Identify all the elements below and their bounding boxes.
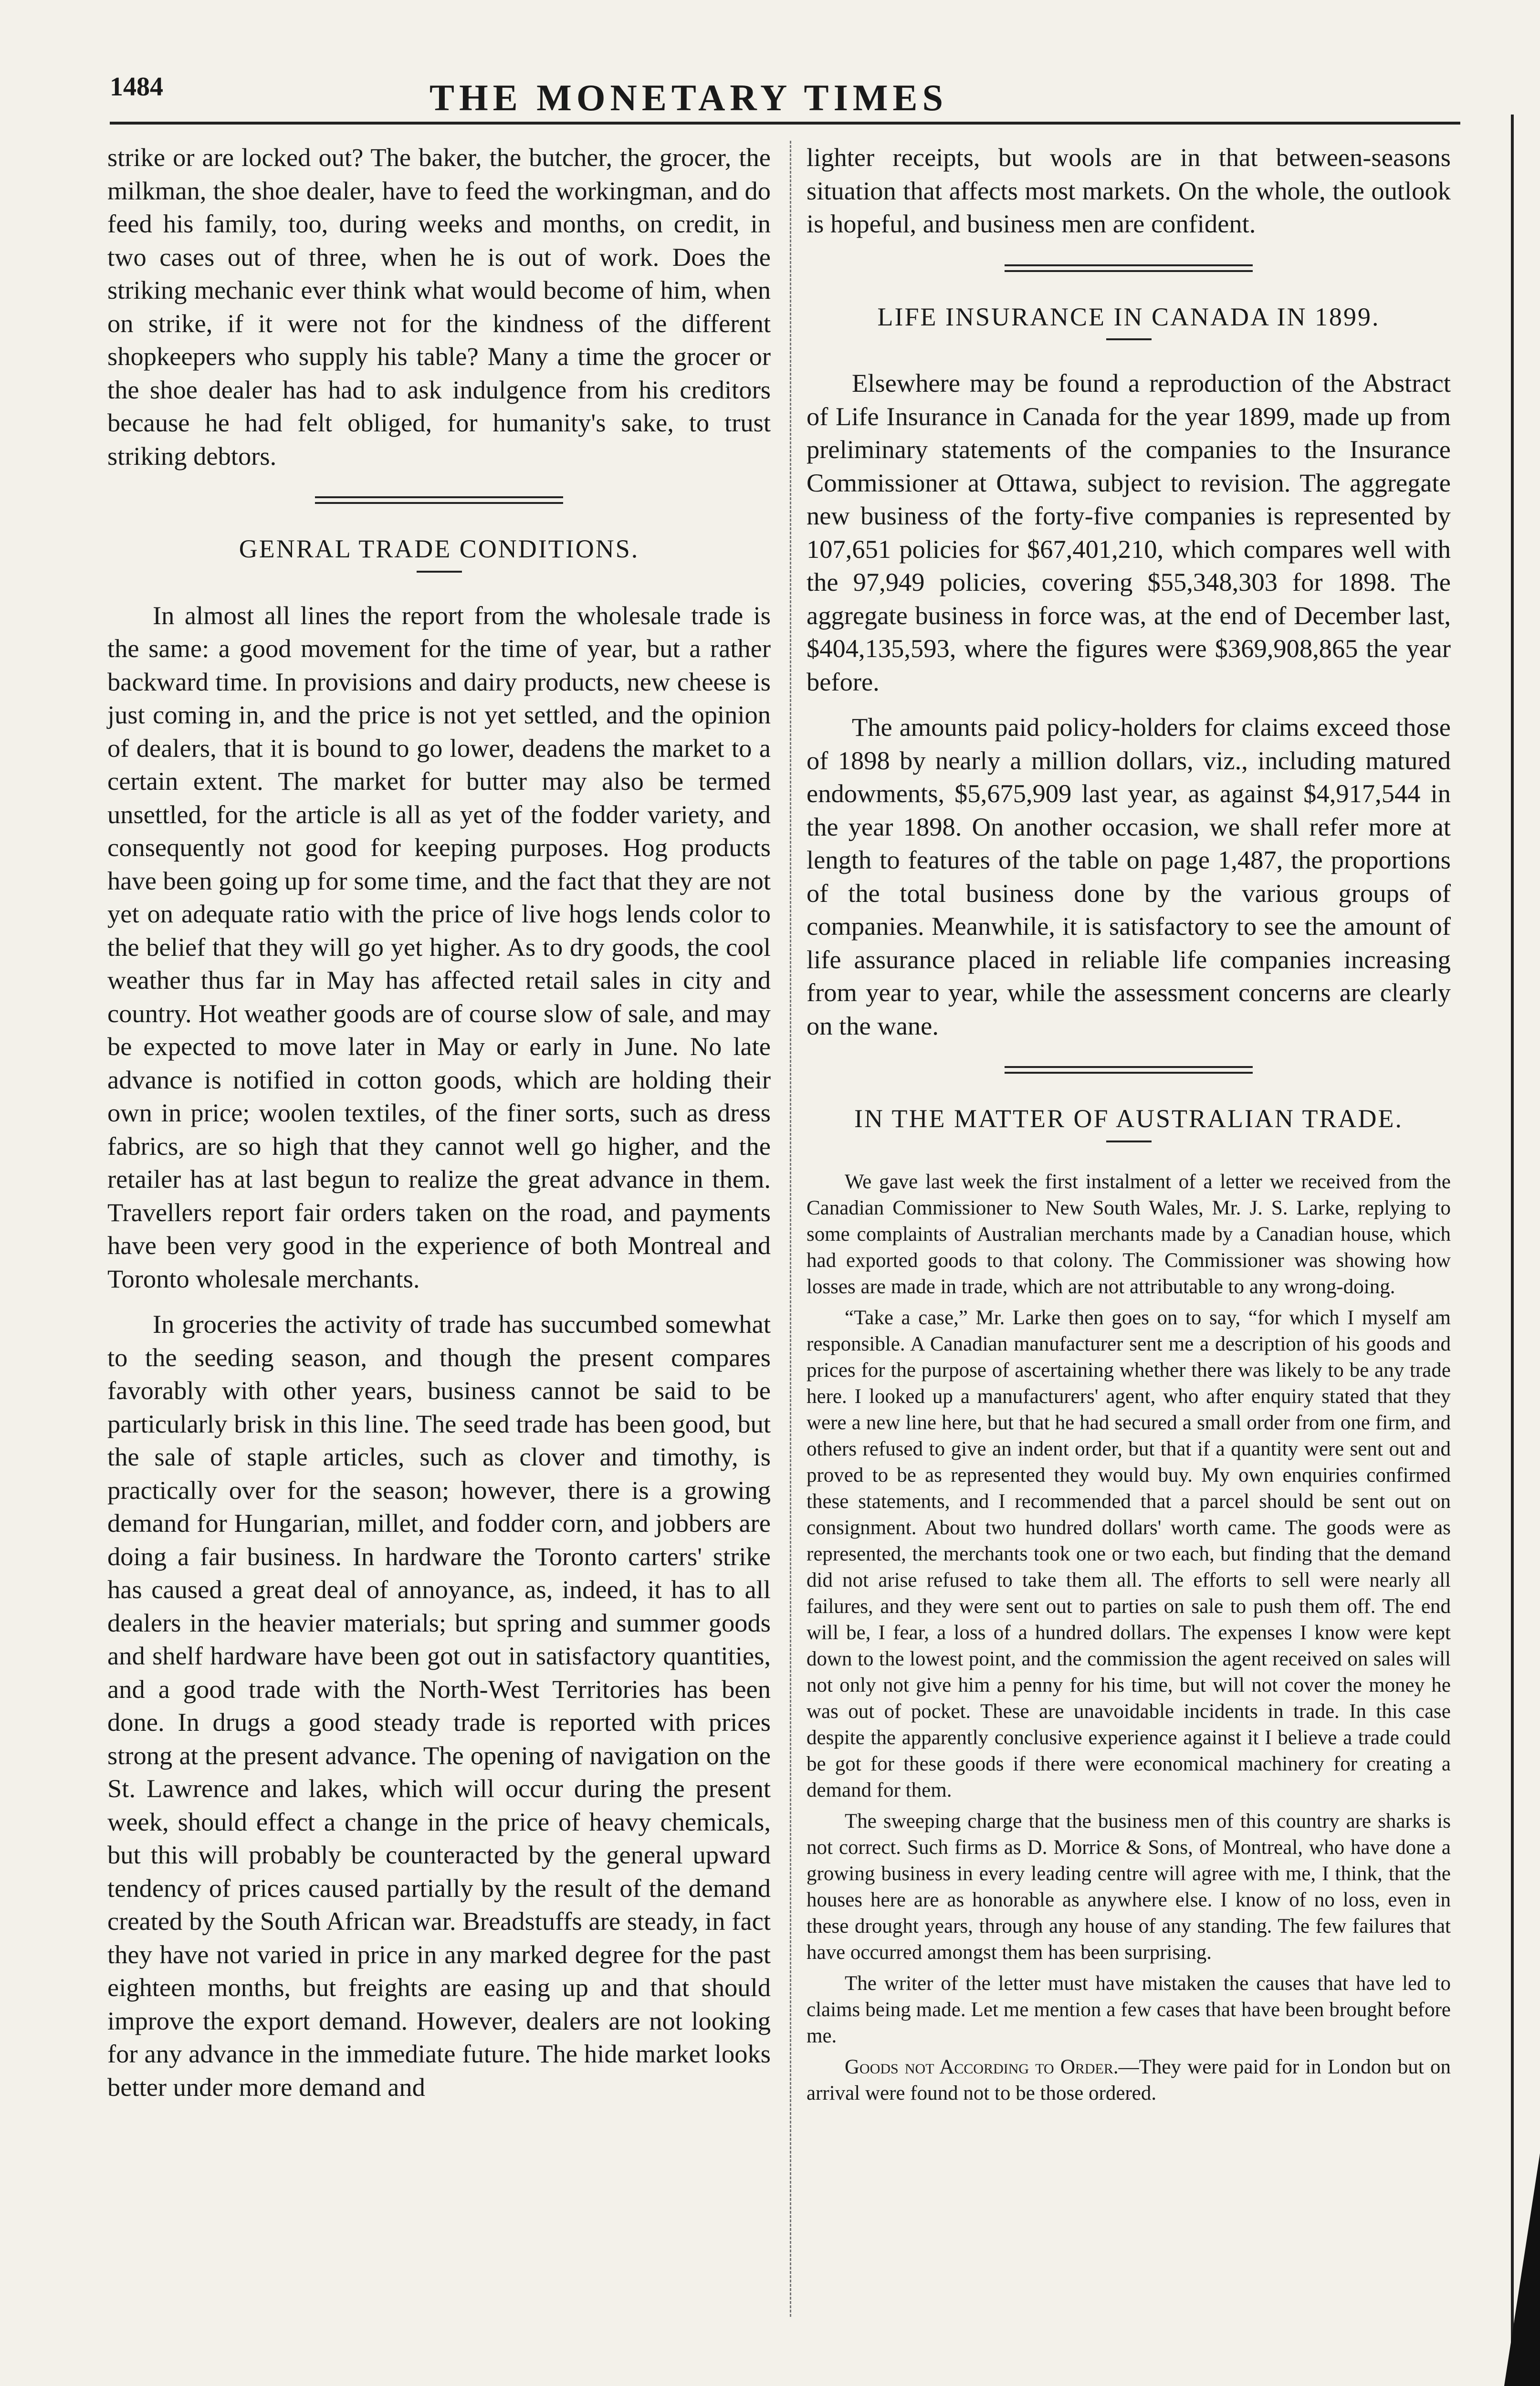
section-divider — [1005, 1066, 1253, 1074]
goods-not-according-lead: Goods not According to Order. — [845, 2055, 1119, 2078]
section-divider — [315, 496, 563, 504]
insurance-paragraph-2: The amounts paid policy-holders for claims exceed those of 1898 by nearly a million dollars, viz., including matured endowments, $5,675,909 last year, as against $4,917,544 in the year 1898. On another occasion, we shall refer more at length to features of the table on page 1,487, the proportions of the total business done by the various groups of companies. Meanwhile, it is satisfactory to see the amount of life assurance placed in reliable life companies increasing from year to year, while the assessment concerns are clearly on the wane. — [807, 712, 1451, 1040]
masthead-rule — [110, 122, 1460, 125]
heading-underline — [417, 571, 462, 573]
trade-paragraph-1: In almost all lines the report from the wholesale trade is the same: a good movement for the time of year, but a rather backward time. In provisions and dairy products, new cheese is just coming in, and the price is not yet settled, and the opinion of dealers, that it is bound to go lower, deadens the market to a certain extent. The market for butter may also be termed unsettled, for the article is all as yet of the fodder variety, and consequently not good for keeping purposes. Hog products have been going up for some time, and the fact that they are not yet on adequate ratio with the price of live hogs lends color to the belief that they will go yet higher. As to dry goods, the cool weather thus far in May has affected retail sales in city and country. Hot weather goods are of course slow of sale, and may be expected to move later in May or early in June. No late advance is notified in cotton goods, which are holding their own in price; woolen textiles, of the finer sorts, such as dress fabrics, are so high that they cannot well go higher, and the retailer has at last begun to realize the great advance in them. Travellers report fair orders taken on the road, and payments have been very good in the experience of both Montreal and Toronto wholesale merchants. — [107, 600, 771, 1293]
right-continuation-paragraph: lighter receipts, but wools are in that between-seasons situation that affects most markets. On the whole, the outlook is hopeful, and business men are confident. — [807, 143, 1451, 238]
left-continuation-paragraph: strike or are locked out? The baker, the butcher, the grocer, the milkman, the shoe dealer, have to feed the workingman, and do feed his family, too, during weeks and months, on credit, in two cases out of three, when he is out of work. Does the striking mechanic ever think what would become of him, when on strike, if it were not for the kindness of the different shopkeepers who supply his table? Many a time the grocer or the shoe dealer has had to ask indulgence from his creditors because he had felt obliged, for humanity's sake, to trust striking debtors. — [107, 143, 771, 471]
australian-paragraph-4: The writer of the letter must have mistaken the causes that have led to claims being made. Let me mention a few cases that have been brought before me. — [807, 1972, 1451, 2047]
left-column — [107, 141, 771, 2103]
australian-paragraph-2: “Take a case,” Mr. Larke then goes on to say, “for which I myself am responsible. A Canadian manufacturer sent me a description of his goods and prices for the purpose of ascertaining whether there was likely to be any trade here. I looked up a manufacturers' agent, who after enquiry stated that they were a new line here, but that he had secured a small order from one firm, and others refused to give an indent order, but that if a quantity were sent out and proved to be as represented they would buy. My own enquiries confirmed these statements, and I recommended that a parcel should be sent out on consignment. About two hundred dollars' worth came. The goods were as represented, the merchants took one or two each, but finding that the demand did not arise refused to take them all. The efforts to sell were nearly all failures, and they were sent out to parties on sale to push them off. The end will be, I fear, a loss of a hundred dollars. The expenses I know were kept down to the lowest point, and the commission the agent received on sales will not only not give him a penny for his time, but will not cover the money he was out of pocket. These are unavoidable incidents in trade. In this case despite the apparently conclusive experience against it I believe a trade could be got for these goods if there were economical machinery for creating a demand for them. — [807, 1306, 1451, 1801]
column-divider — [790, 141, 791, 2317]
australian-paragraph-1: We gave last week the first instalment of a letter we received from the Canadian Commissioner to New South Wales, Mr. J. S. Larke, replying to some complaints of Australian merchants made by a Canadian house, which had exported goods to that colony. The Commissioner was showing how losses are made in trade, which are not attributable to any wrong-doing. — [807, 1170, 1451, 1298]
section-heading-trade-conditions: GENRAL TRADE CONDITIONS. — [239, 534, 639, 563]
heading-underline — [1106, 338, 1152, 340]
masthead-title: THE MONETARY TIMES — [430, 77, 948, 118]
heading-underline — [1106, 1141, 1152, 1142]
australian-paragraph-5 — [807, 2054, 1451, 2106]
page-edge-shadow — [1502, 2153, 1540, 2386]
goods-not-according-text: —They were paid for in London but on arrival were found not to be those ordered. — [807, 2055, 1451, 2104]
australian-paragraph-3: The sweeping charge that the business men of this country are sharks is not correct. Such firms as D. Morrice & Sons, of Montreal, who have done a growing business in every leading centre will agree with me, I think, that the houses here are as honorable as anywhere else. I know of no loss, even in these drought years, through any house of any standing. The few failures that have occurred amongst them has been surprising. — [807, 1810, 1451, 1964]
section-heading-life-insurance: LIFE INSURANCE IN CANADA IN 1899. — [877, 302, 1380, 331]
section-divider — [1005, 264, 1253, 272]
page-number: 1484 — [110, 72, 163, 102]
page-edge-binding — [1511, 115, 1540, 2386]
right-column — [807, 141, 1451, 2106]
trade-paragraph-2: In groceries the activity of trade has succumbed somewhat to the seeding season, and though the present compares favorably with other years, business cannot be said to be particularly brisk in this line. The seed trade has been good, but the sale of staple articles, such as clover and timothy, is practically over for the season; however, there is a growing demand for Hungarian, millet, and fodder corn, and jobbers are doing a fair business. In hardware the Toronto carters' strike has caused a great deal of annoyance, as, indeed, it has to all dealers in the heavier materials; but spring and summer goods and shelf hardware have been got out in satisfactory quantities, and a good trade with the North-West Territories has been done. In drugs a good steady trade is reported with prices strong at the present advance. The opening of navigation on the St. Lawrence and lakes, which will occur during the present week, should effect a change in the price of heavy chemicals, but this will probably be counteracted by the general upward tendency of prices caused partially by the result of the demand created by the South African war. Breadstuffs are steady, in fact they have not varied in price in any marked degree for the past eighteen months, but freights are easing up and that should improve the export demand. However, dealers are not looking for any advance in the immediate future. The hide market looks better under more demand and — [107, 1309, 771, 2102]
insurance-paragraph-1: Elsewhere may be found a reproduction of the Abstract of Life Insurance in Canada for the year 1899, made up from preliminary statements of the companies to the Insurance Commissioner at Ottawa, subject to revision. The aggregate new business of the forty-five companies is represented by 107,651 policies for $67,401,210, which compares well with the 97,949 policies, covering $55,348,303 for 1898. The aggregate business in force was, at the end of December last, $404,135,593, where the figures were $369,908,865 the year before. — [807, 368, 1451, 696]
section-heading-australian-trade: IN THE MATTER OF AUSTRALIAN TRADE. — [854, 1104, 1404, 1133]
